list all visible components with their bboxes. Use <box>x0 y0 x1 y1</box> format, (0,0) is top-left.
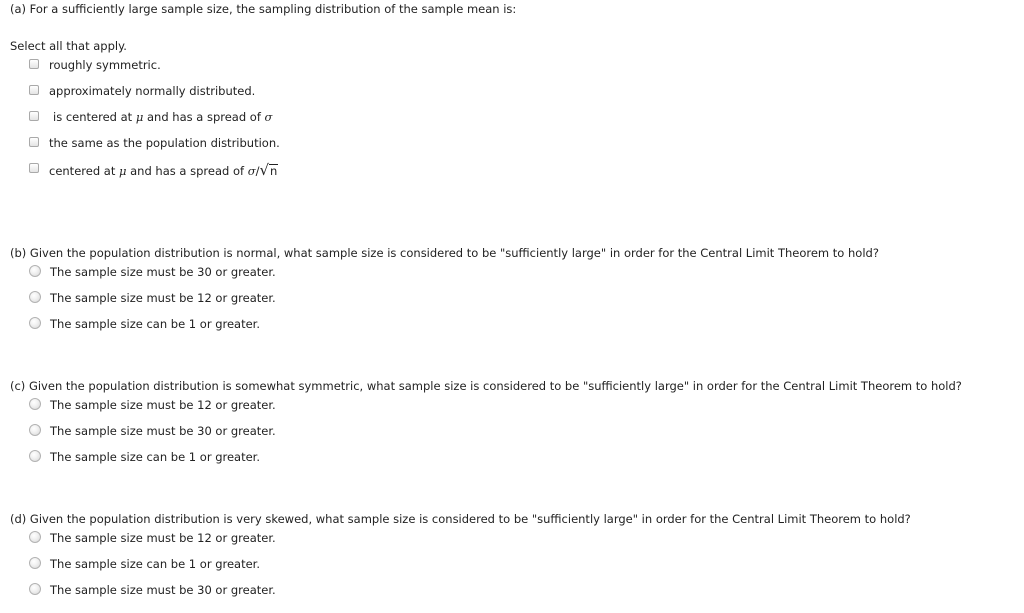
option-c1-label: The sample size must be 12 or greater. <box>50 398 276 412</box>
question-b: (b) Given the population distribution is normal, what sample size is considered to be "sufficiently large" in order for the Central Limit Theorem to hold? <box>10 246 879 260</box>
option-c3-radio[interactable] <box>29 450 41 462</box>
option-a3-text-mid: and has a spread of <box>143 110 265 124</box>
option-a3-label <box>53 110 272 124</box>
option-a2-label: approximately normally distributed. <box>49 84 256 98</box>
option-c2-radio[interactable] <box>29 424 41 436</box>
division-slash: / <box>255 164 260 178</box>
option-b1-radio[interactable] <box>29 265 41 277</box>
question-d: (d) Given the population distribution is very skewed, what sample size is considered to be "sufficiently large" in order for the Central Limit Theorem to hold? <box>10 512 911 526</box>
option-d1-radio[interactable] <box>29 531 41 543</box>
option-a1-label: roughly symmetric. <box>49 58 161 72</box>
question-c: (c) Given the population distribution is somewhat symmetric, what sample size is considered to be "sufficiently large" in order for the Central Limit Theorem to hold? <box>10 379 962 393</box>
option-a3-checkbox[interactable] <box>29 111 39 121</box>
option-a4-checkbox[interactable] <box>29 137 39 147</box>
select-all-instruction: Select all that apply. <box>10 39 127 53</box>
question-a: (a) For a sufficiently large sample size, the sampling distribution of the sample mean is: <box>10 2 517 16</box>
mu-symbol: μ <box>135 110 144 124</box>
option-a5-text-mid: and has a spread of <box>126 164 248 178</box>
option-a4-label: the same as the population distribution. <box>49 136 280 150</box>
option-a5-checkbox[interactable] <box>29 163 39 173</box>
option-a5-text-pre: centered at <box>49 164 119 178</box>
option-a2-checkbox[interactable] <box>29 85 39 95</box>
square-root-icon: √ <box>259 161 269 179</box>
sigma-symbol: σ <box>247 164 256 178</box>
option-a3-text-pre: is centered at <box>53 110 136 124</box>
option-d3-radio[interactable] <box>29 583 41 595</box>
option-b1-label: The sample size must be 30 or greater. <box>50 265 276 279</box>
option-b3-radio[interactable] <box>29 317 41 329</box>
option-a1-checkbox[interactable] <box>29 59 39 69</box>
option-d1-label: The sample size must be 12 or greater. <box>50 531 276 545</box>
option-c2-label: The sample size must be 30 or greater. <box>50 424 276 438</box>
option-b2-radio[interactable] <box>29 291 41 303</box>
option-d3-label: The sample size must be 30 or greater. <box>50 583 276 597</box>
sqrt-n: n <box>270 164 278 178</box>
option-b2-label: The sample size must be 12 or greater. <box>50 291 276 305</box>
option-c1-radio[interactable] <box>29 398 41 410</box>
option-a5-label <box>49 161 278 179</box>
option-b3-label: The sample size can be 1 or greater. <box>50 317 261 331</box>
option-d2-radio[interactable] <box>29 557 41 569</box>
sigma-symbol: σ <box>264 110 273 124</box>
option-d2-label: The sample size can be 1 or greater. <box>50 557 261 571</box>
mu-symbol: μ <box>119 164 127 178</box>
option-c3-label: The sample size can be 1 or greater. <box>50 450 261 464</box>
